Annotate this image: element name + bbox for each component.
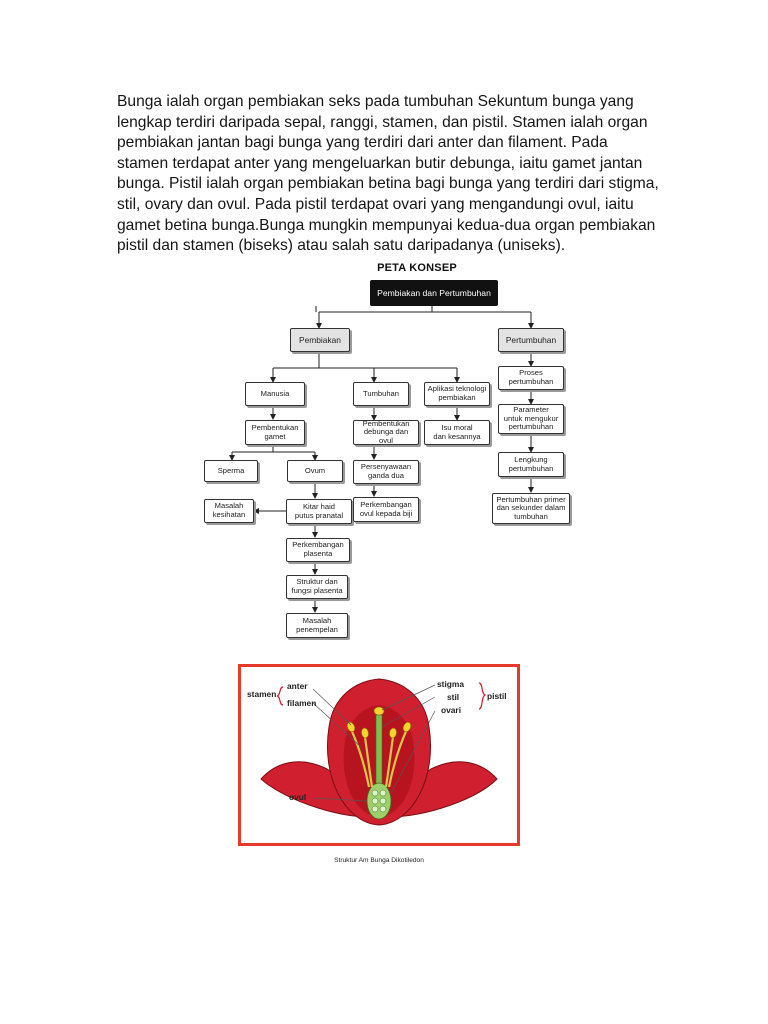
node-perkembangan-plasenta: Perkembangan plasenta: [286, 538, 350, 562]
flower-diagram: [238, 664, 520, 846]
label-anter: anter: [287, 681, 308, 691]
node-masalah-kesihatan: Masalah kesihatan: [204, 499, 254, 523]
label-ovari: ovari: [441, 705, 462, 715]
node-kitar-haid: Kitar haid putus pranatal: [286, 499, 352, 524]
node-pertumbuhan-primer: Pertumbuhan primer dan sekunder dalam tumbuhan: [492, 493, 570, 524]
flower-illustration: [241, 667, 517, 843]
node-parameter: Parameter untuk mengukur pertumbuhan: [498, 404, 564, 434]
node-lengkung: Lengkung pertumbuhan: [498, 452, 564, 477]
node-isu-moral: Isu moral dan kesannya: [424, 420, 490, 445]
label-stil: stil: [447, 692, 460, 702]
node-pembiakan: Pembiakan: [290, 328, 350, 352]
node-persenyawaan: Persenyawaan ganda dua: [353, 460, 419, 484]
label-stamen: stamen: [247, 689, 277, 699]
node-sperma: Sperma: [204, 460, 258, 482]
node-pembentukan-debunga: Pembentukan debunga dan ovul: [353, 420, 419, 445]
label-pistil: pistil: [487, 691, 507, 701]
node-masalah-penempelan: Masalah penempelan: [286, 613, 348, 638]
node-perkembangan-ovul: Perkembangan ovul kepada biji: [353, 497, 419, 522]
intro-paragraph: Bunga ialah organ pembiakan seks pada tumbuhan Sekuntum bunga yang lengkap terdiri daripada sepal, ranggi, stamen, dan pistil. Stamen ialah organ pembiakan jantan bagi bunga yang terdiri dari anter dan filament. Pada stamen terdapat anter yang mengeluarkan butir debunga, iaitu gamet jantan bunga. Pistil ialah organ pembiakan betina bagi bunga yang terdiri dari stigma, stil, ovary dan ovul. Pada pistil terdapat ovari yang mengandungi ovul, iaitu gamet betina bunga.Bunga mungkin mempunyai kedua-dua organ pembiakan pistil dan stamen (biseks) atau salah satu daripadanya (uniseks).: [117, 93, 659, 255]
node-manusia: Manusia: [245, 382, 305, 406]
flower-caption: Struktur Am Bunga Dikotiledon: [334, 857, 424, 864]
label-filamen: filamen: [287, 698, 317, 708]
node-proses: Proses pertumbuhan: [498, 366, 564, 390]
concept-map: [192, 262, 582, 647]
node-struktur-plasenta: Struktur dan fungsi plasenta: [286, 575, 348, 599]
label-stigma: stigma: [437, 679, 464, 689]
node-ovum: Ovum: [287, 460, 343, 482]
node-tumbuhan: Tumbuhan: [353, 382, 409, 406]
label-ovul: ovul: [289, 792, 307, 802]
node-root: Pembiakan dan Pertumbuhan: [370, 280, 498, 306]
node-pembentukan-gamet: Pembentukan gamet: [245, 420, 305, 445]
node-pertumbuhan: Pertumbuhan: [498, 328, 564, 352]
node-aplikasi: Aplikasi teknologi pembiakan: [424, 382, 490, 406]
concept-map-title: PETA KONSEP: [377, 262, 457, 274]
